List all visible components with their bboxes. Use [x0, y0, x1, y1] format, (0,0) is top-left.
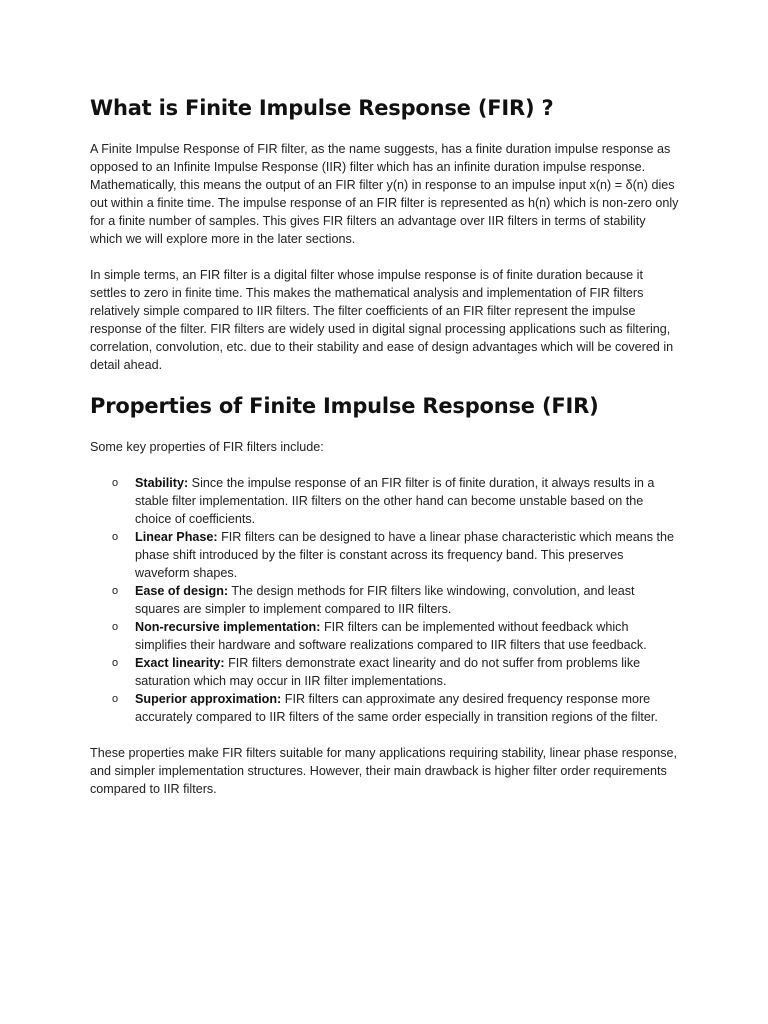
property-description: The design methods for FIR filters like windowing, convolution, and least squares are simpler to implement compared to IIR filters. — [135, 584, 635, 616]
document-page — [90, 94, 680, 816]
bullet-icon: o — [112, 531, 119, 543]
property-term: Linear Phase: — [135, 530, 218, 544]
list-item — [90, 528, 680, 582]
list-item — [90, 690, 680, 726]
paragraph-conclusion: These properties make FIR filters suitable for many applications requiring stability, linear phase response, and simpler implementation structures. However, their main drawback is higher filter order requirements compared to IIR filters. — [90, 746, 678, 796]
paragraph-fir-definition: A Finite Impulse Response of FIR filter, as the name suggests, has a finite duration impulse response as opposed to an Infinite Impulse Response (IIR) filter which has an infinite duration impulse response. Mathematically, this means the output of an FIR filter y(n) in response to an impulse input x(n) = δ(n) dies out within a finite time. The impulse response of an FIR filter is represented as h(n) which is non-zero only for a finite number of samples. This gives FIR filters an advantage over IIR filters in terms of stability which we will explore more in the later sections. — [90, 142, 679, 246]
property-description: FIR filters demonstrate exact linearity and do not suffer from problems like saturation which may occur in IIR filter implementations. — [135, 656, 641, 688]
bullet-icon: o — [112, 477, 119, 489]
property-description: FIR filters can be designed to have a linear phase characteristic which means the phase shift introduced by the filter is constant across its frequency band. This preserves waveform shapes. — [135, 530, 675, 580]
property-term: Superior approximation: — [135, 692, 282, 706]
list-item — [90, 654, 680, 690]
section-heading-properties: Properties of Finite Impulse Response (FIR) — [90, 394, 599, 418]
property-term: Ease of design: — [135, 584, 229, 598]
list-item — [90, 474, 680, 528]
property-term: Exact linearity: — [135, 656, 225, 670]
property-term: Non-recursive implementation: — [135, 620, 321, 634]
bullet-icon: o — [112, 657, 119, 669]
property-description: Since the impulse response of an FIR filter is of finite duration, it always results in a stable filter implementation. IIR filters on the other hand can become unstable based on the choice of coefficients. — [135, 476, 655, 526]
list-item — [90, 582, 680, 618]
property-description: FIR filters can be implemented without feedback which simplifies their hardware and software realizations compared to IIR filters that use feedback. — [135, 620, 647, 652]
property-term: Stability: — [135, 476, 189, 490]
list-item — [90, 618, 680, 654]
bullet-icon: o — [112, 621, 119, 633]
properties-list — [90, 474, 680, 726]
property-description: FIR filters can approximate any desired frequency response more accurately compared to IIR filters of the same order especially in transition regions of the filter. — [135, 692, 658, 724]
section-heading-what-is-fir: What is Finite Impulse Response (FIR) ? — [90, 96, 554, 120]
bullet-icon: o — [112, 693, 119, 705]
paragraph-fir-simple-terms: In simple terms, an FIR filter is a digital filter whose impulse response is of finite duration because it settles to zero in finite time. This makes the mathematical analysis and implementation of FIR filters relatively simple compared to IIR filters. The filter coefficients of an FIR filter represent the impulse response of the filter. FIR filters are widely used in digital signal processing applications such as filtering, correlation, convolution, etc. due to their stability and ease of design advantages which will be covered in detail ahead. — [90, 268, 674, 372]
paragraph-properties-intro: Some key properties of FIR filters include: — [90, 440, 324, 454]
bullet-icon: o — [112, 585, 119, 597]
